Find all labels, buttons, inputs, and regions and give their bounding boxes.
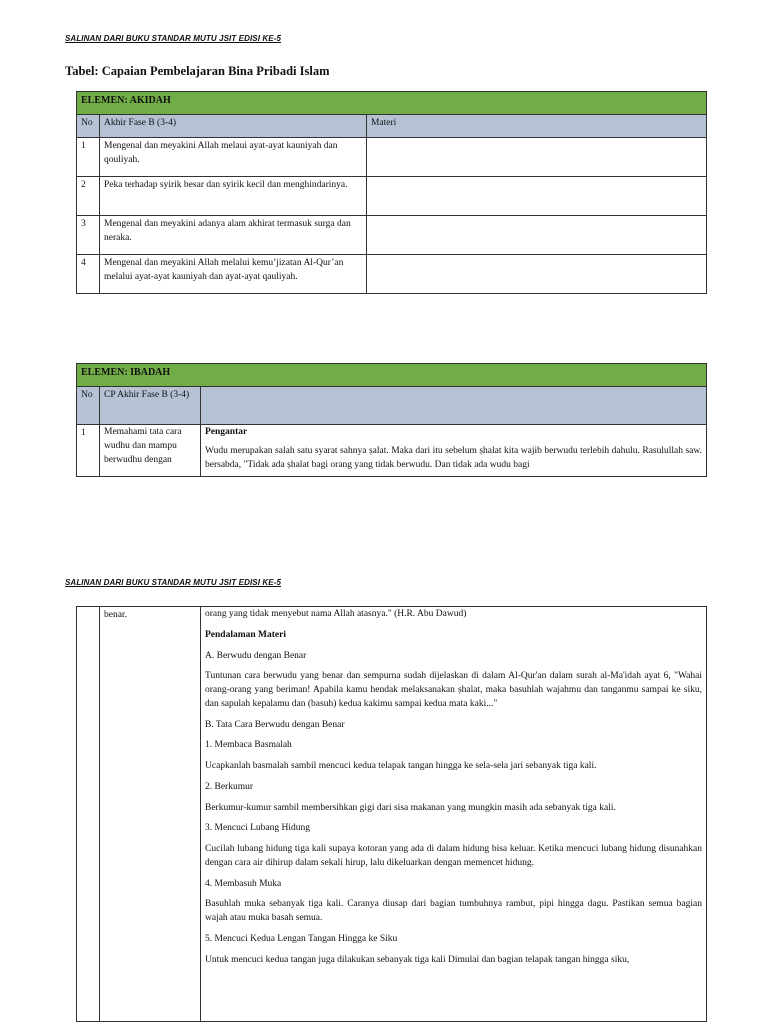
materi-paragraph: Basuhlah muka sebanyak tiga kali. Caranya diusap dari bagian tumbuhnya rambut, pipi hingga dagu. Pastikan semua bagian wajah atau muka basah semua. xyxy=(205,899,702,924)
row-no: 4 xyxy=(77,255,100,294)
materi-paragraph: 1. Membaca Basmalah xyxy=(205,740,292,751)
row-no: 2 xyxy=(77,177,100,216)
materi-paragraph: B. Tata Cara Berwudu dengan Benar xyxy=(205,719,345,730)
row-text: Mengenal dan meyakini Allah melalui kemu’jizatan Al-Qur’an melalui ayat-ayat kauniyah dan ayat-ayat qauliyah. xyxy=(100,255,367,294)
materi-paragraph: orang yang tidak menyebut nama Allah atasnya." (H.R. Abu Dawud) xyxy=(205,609,467,619)
page-header-2: SALINAN DARI BUKU STANDAR MUTU JSIT EDISI KE-5 xyxy=(65,578,282,587)
table-row xyxy=(77,177,707,216)
page-header-1: SALINAN DARI BUKU STANDAR MUTU JSIT EDISI KE-5 xyxy=(65,34,282,43)
materi-content xyxy=(201,607,706,1021)
row-text: Peka terhadap syirik besar dan syirik kecil dan menghindarinya. xyxy=(100,177,367,216)
akidah-col-no: No xyxy=(77,115,100,138)
row-cp: Memahami tata cara wudhu dan mampu berwudhu dengan xyxy=(104,427,182,465)
continuation-table xyxy=(76,606,707,1022)
materi-paragraph: Tuntunan cara berwudu yang benar dan sempurna sudah dijelaskan di dalam Al-Qur'an dalam surah al-Ma'idah ayat 6, "Wahai orang-orang yang beriman! Apabila kamu hendak melaksanakan ṣhalat, maka basuhlah wajahmu dan tanganmu sampai ke siku, dan sapulah kepalamu dan (basuh) kedua kakimu sampai kedua mata kaki..." xyxy=(205,671,702,709)
row-materi xyxy=(367,216,707,255)
pengantar-heading: Pengantar xyxy=(205,427,248,437)
akidah-table xyxy=(76,91,707,294)
row-text: Mengenal dan meyakini adanya alam akhirat termasuk surga dan neraka. xyxy=(100,216,367,255)
row-no: 1 xyxy=(77,138,100,177)
materi-paragraph: Cucilah lubang hidung tiga kali supaya kotoran yang ada di dalam hidung bisa keluar. Ketika mencuci lubang hidung disunahkan dengan cara air dihirup dalam sekali hirup, lalu dikeluarkan dengan memencet hidung. xyxy=(205,844,702,868)
table-row xyxy=(77,138,707,177)
materi-paragraph: Berkumur-kumur sambil membersihkan gigi dari sisa makanan yang mungkin masih ada sebanyak tiga kali. xyxy=(205,802,616,813)
row-materi xyxy=(367,138,707,177)
table-row xyxy=(77,425,707,477)
ibadah-col-materi xyxy=(201,387,707,425)
row-no: 1 xyxy=(77,425,100,477)
materi-paragraph: 4. Membasuh Muka xyxy=(205,878,282,889)
materi-paragraph: Ucapkanlah basmalah sambil mencuci kedua telapak tangan hingga ke sela-sela jari sebanyak tiga kali. xyxy=(205,761,597,772)
page-title: Tabel: Capaian Pembelajaran Bina Pribadi Islam xyxy=(65,64,330,78)
table-row xyxy=(77,255,707,294)
pengantar-text: Wudu merupakan salah satu syarat sahnya ṣalat. Maka dari itu sebelum ṣhalat kita wajib berwudu terlebih dahulu. Rasulullah saw. bersabda, "Tidak ada ṣhalat bagi orang yang tidak berwudu. Dan tidak ada wudu bagi xyxy=(205,445,703,470)
akidah-element-header: ELEMEN: AKIDAH xyxy=(77,92,707,115)
ibadah-col-fase: CP Akhir Fase B (3-4) xyxy=(100,387,201,425)
materi-paragraph: A. Berwudu dengan Benar xyxy=(205,650,307,661)
table-row xyxy=(77,216,707,255)
ibadah-element-header: ELEMEN: IBADAH xyxy=(77,364,707,387)
akidah-col-materi: Materi xyxy=(367,115,707,138)
row-no xyxy=(77,607,100,1022)
akidah-col-fase: Akhir Fase B (3-4) xyxy=(100,115,367,138)
row-no: 3 xyxy=(77,216,100,255)
materi-paragraph: 5. Mencuci Kedua Lengan Tangan Hingga ke Siku xyxy=(205,934,398,945)
row-materi xyxy=(367,255,707,294)
materi-paragraph: Untuk mencuci kedua tangan juga dilakukan sebanyak tiga kali Dimulai dan bagian telapak tangan hingga siku, xyxy=(205,954,630,965)
row-cp-continuation: benar. xyxy=(100,607,201,1022)
materi-paragraph: 2. Berkumur xyxy=(205,781,254,792)
row-materi xyxy=(367,177,707,216)
ibadah-col-no: No xyxy=(77,387,100,425)
materi-paragraph: Pendalaman Materi xyxy=(205,629,287,640)
ibadah-table xyxy=(76,363,707,477)
row-text: Mengenal dan meyakini Allah melaui ayat-ayat kauniyah dan qouliyah. xyxy=(100,138,367,177)
materi-paragraph: 3. Mencuci Lubang Hidung xyxy=(205,823,311,834)
